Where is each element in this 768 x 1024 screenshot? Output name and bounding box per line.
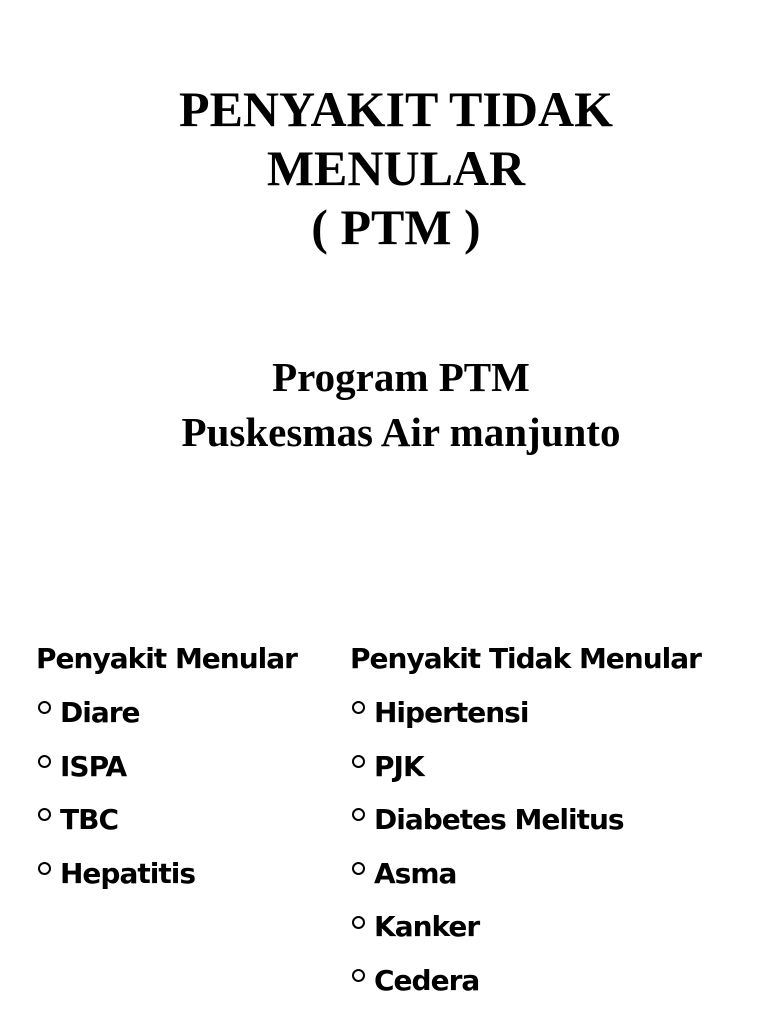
list-item-label: Kanker [374, 910, 480, 944]
circle-bullet-icon [38, 808, 51, 821]
slide-title [0, 80, 768, 257]
list-item [36, 793, 346, 847]
list-item-label: Hipertensi [374, 696, 529, 729]
list-item-label: Cedera [374, 963, 480, 997]
right-column [350, 632, 760, 1008]
list-item-label: ISPA [60, 749, 127, 783]
circle-bullet-icon [352, 969, 365, 982]
list-item [350, 900, 760, 954]
title-line-3: ( PTM ) [311, 199, 481, 255]
subtitle-line-2: Puskesmas Air manjunto [181, 409, 621, 455]
right-column-heading: Penyakit Tidak Menular [350, 642, 701, 675]
circle-bullet-icon [38, 755, 51, 768]
list-item-label: PJK [374, 749, 424, 783]
circle-bullet-icon [352, 916, 365, 929]
circle-bullet-icon [352, 862, 365, 875]
list-item-label: TBC [60, 803, 118, 837]
left-column [36, 632, 346, 900]
list-item [350, 847, 760, 901]
title-line-2: MENULAR [266, 140, 526, 196]
list-item-label: Hepatitis [60, 856, 195, 890]
left-column-heading: Penyakit Menular [36, 642, 297, 675]
list-item [36, 740, 346, 794]
list-item [36, 847, 346, 901]
list-item [350, 793, 760, 847]
list-item-label: Asma [374, 856, 457, 890]
title-line-1: PENYAKIT TIDAK [179, 81, 613, 137]
circle-bullet-icon [352, 701, 365, 714]
list-item-label: Diabetes Melitus [374, 803, 624, 837]
circle-bullet-icon [38, 701, 51, 714]
list-item [350, 686, 760, 740]
list-item [350, 954, 760, 1008]
list-item [36, 686, 346, 740]
circle-bullet-icon [352, 755, 365, 768]
list-item [350, 740, 760, 794]
list-item-label: Diare [60, 696, 140, 729]
subtitle-line-1: Program PTM [272, 354, 530, 400]
circle-bullet-icon [352, 808, 365, 821]
slide-subtitle [0, 350, 768, 460]
circle-bullet-icon [38, 862, 51, 875]
